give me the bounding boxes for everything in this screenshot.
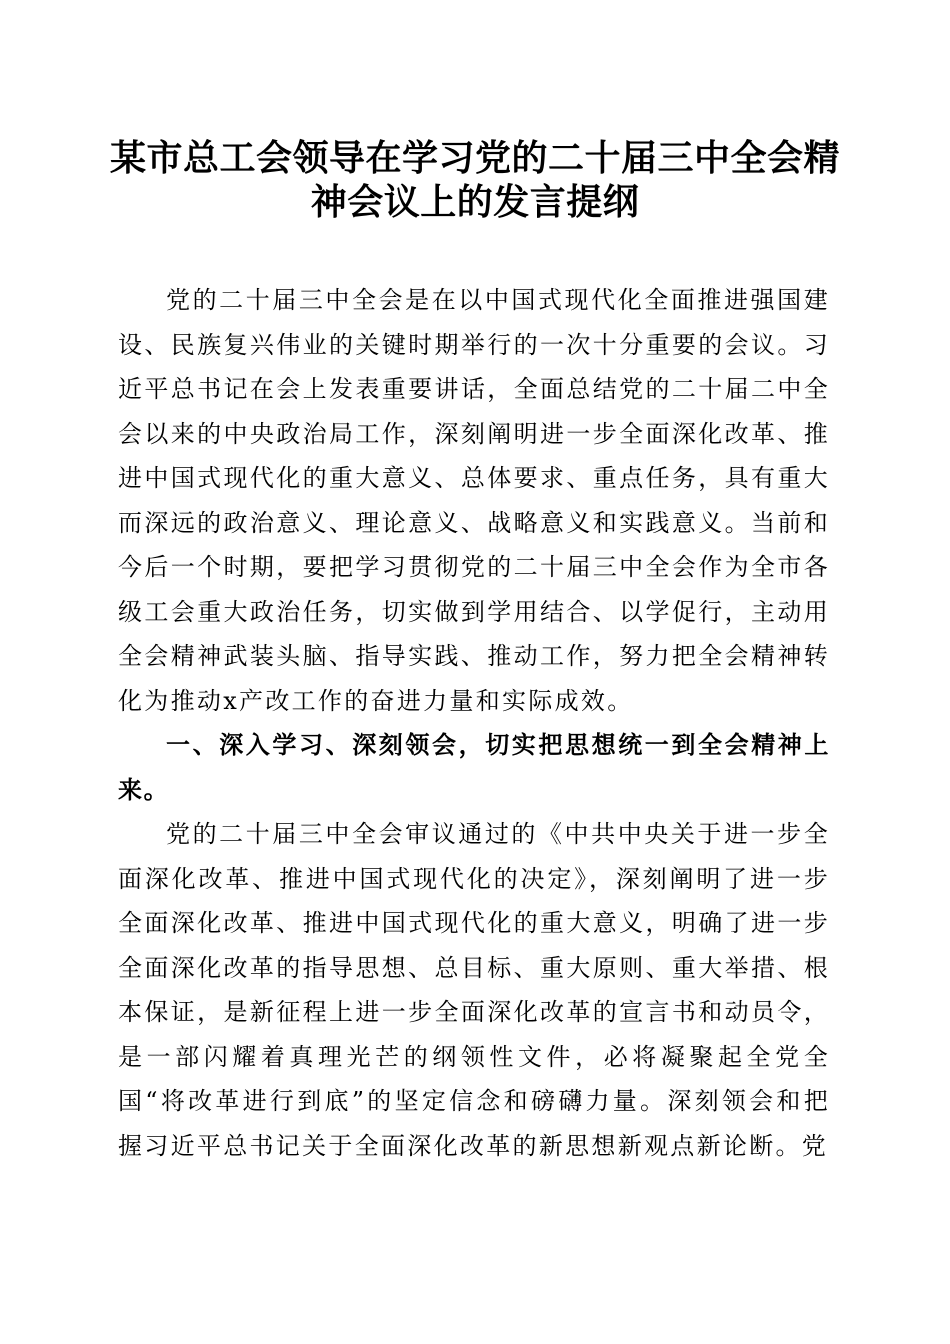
section-paragraph: 党的二十届三中全会审议通过的《中共中央关于进一步全面深化改革、推进中国式现代化的决定》，深刻阐明了进一步全面深化改革、推进中国式现代化的重大意义，明确了进一步全面深化改革的指导思想、总目标、重大原则、重大举措、根本保证，是新征程上进一步全面深化改革的宣言书和动员令，是一部闪耀着真理光芒的纲领性文件，必将凝聚起全党全国“将改革进行到底”的坚定信念和磅礴力量。深刻领会和把握习近平总书记关于全面深化改革的新思想新观点新论断。党 xyxy=(118,820,830,1160)
document-title: 某市总工会领导在学习党的二十届三中全会精神会议上的发言提纲 xyxy=(110,137,841,223)
intro-paragraph: 党的二十届三中全会是在以中国式现代化全面推进强国建设、民族复兴伟业的关键时期举行的一次十分重要的会议。习近平总书记在会上发表重要讲话，全面总结党的二十届二中全会以来的中央政治局工作，深刻阐明进一步全面深化改革、推进中国式现代化的重大意义、总体要求、重点任务，具有重大而深远的政治意义、理论意义、战略意义和实践意义。当前和今后一个时期，要把学习贯彻党的二十届三中全会作为全市各级工会重大政治任务，切实做到学用结合、以学促行，主动用全会精神武装头脑、指导实践、推动工作，努力把全会精神转化为推动x产改工作的奋进力量和实际成效。 xyxy=(118,286,830,715)
section-heading: 一、深入学习、深刻领会，切实把思想统一到全会精神上来。 xyxy=(118,731,830,804)
document-body xyxy=(118,278,830,1168)
